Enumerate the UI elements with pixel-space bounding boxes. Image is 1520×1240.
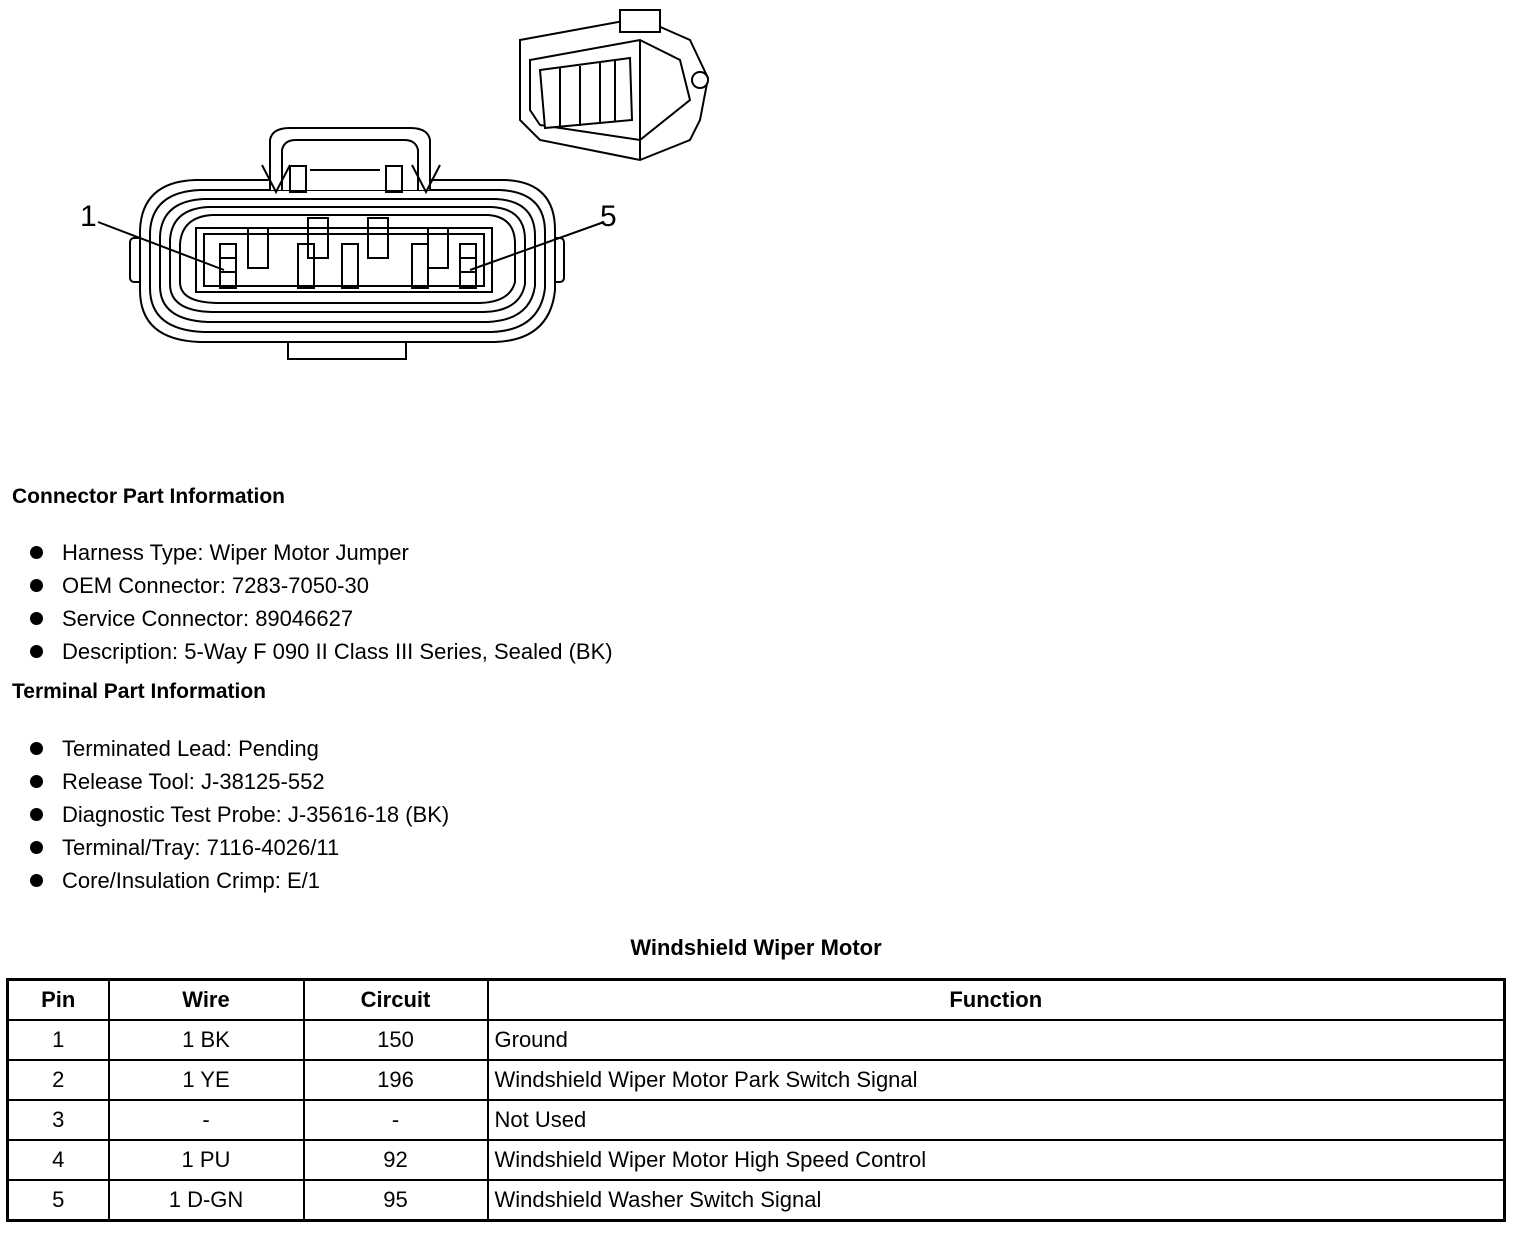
circuit-cell: 150 — [304, 1020, 488, 1060]
list-item: OEM Connector: 7283-7050-30 — [28, 569, 613, 602]
circuit-cell: 92 — [304, 1140, 488, 1180]
list-item: Terminated Lead: Pending — [28, 732, 449, 765]
bullet-icon — [30, 874, 43, 887]
column-header-function: Function — [488, 980, 1505, 1021]
table-row — [8, 1060, 1505, 1100]
function-cell: Windshield Washer Switch Signal — [488, 1180, 1505, 1221]
pinout-table — [6, 978, 1506, 1222]
table-row — [8, 1020, 1505, 1060]
column-header-wire: Wire — [109, 980, 304, 1021]
function-cell: Not Used — [488, 1100, 1505, 1140]
bullet-icon — [30, 612, 43, 625]
table-row — [8, 1180, 1505, 1221]
terminal-part-heading: Terminal Part Information — [12, 680, 266, 703]
bullet-icon — [30, 775, 43, 788]
connector-part-list — [28, 536, 613, 668]
pin-cell: 5 — [8, 1180, 109, 1221]
pin-cell: 4 — [8, 1140, 109, 1180]
bullet-icon — [30, 841, 43, 854]
bullet-icon — [30, 808, 43, 821]
bullet-icon — [30, 546, 43, 559]
wire-cell: - — [109, 1100, 304, 1140]
pin-5-label: 5 — [600, 200, 617, 233]
table-header-row — [8, 980, 1505, 1021]
table-title: Windshield Wiper Motor — [630, 935, 882, 960]
list-item: Terminal/Tray: 7116-4026/11 — [28, 831, 449, 864]
terminal-part-list — [28, 732, 449, 897]
list-item: Diagnostic Test Probe: J-35616-18 (BK) — [28, 798, 449, 831]
bullet-icon — [30, 645, 43, 658]
connector-diagram — [0, 0, 760, 400]
pin-1-label: 1 — [80, 200, 97, 233]
wire-cell: 1 BK — [109, 1020, 304, 1060]
list-item: Core/Insulation Crimp: E/1 — [28, 864, 449, 897]
wire-cell: 1 D-GN — [109, 1180, 304, 1221]
pin-cell: 2 — [8, 1060, 109, 1100]
list-item: Service Connector: 89046627 — [28, 602, 613, 635]
column-header-pin: Pin — [8, 980, 109, 1021]
circuit-cell: - — [304, 1100, 488, 1140]
circuit-cell: 95 — [304, 1180, 488, 1221]
column-header-circuit: Circuit — [304, 980, 488, 1021]
wire-cell: 1 YE — [109, 1060, 304, 1100]
pin-cell: 1 — [8, 1020, 109, 1060]
connector-face-drawing — [0, 0, 760, 400]
pin-cell: 3 — [8, 1100, 109, 1140]
list-item: Description: 5-Way F 090 II Class III Series, Sealed (BK) — [28, 635, 613, 668]
list-item: Harness Type: Wiper Motor Jumper — [28, 536, 613, 569]
function-cell: Windshield Wiper Motor Park Switch Signal — [488, 1060, 1505, 1100]
table-row — [8, 1140, 1505, 1180]
wire-cell: 1 PU — [109, 1140, 304, 1180]
circuit-cell: 196 — [304, 1060, 488, 1100]
connector-part-heading: Connector Part Information — [12, 485, 286, 508]
function-cell: Windshield Wiper Motor High Speed Control — [488, 1140, 1505, 1180]
bullet-icon — [30, 742, 43, 755]
table-row — [8, 1100, 1505, 1140]
function-cell: Ground — [488, 1020, 1505, 1060]
list-item: Release Tool: J-38125-552 — [28, 765, 449, 798]
bullet-icon — [30, 579, 43, 592]
